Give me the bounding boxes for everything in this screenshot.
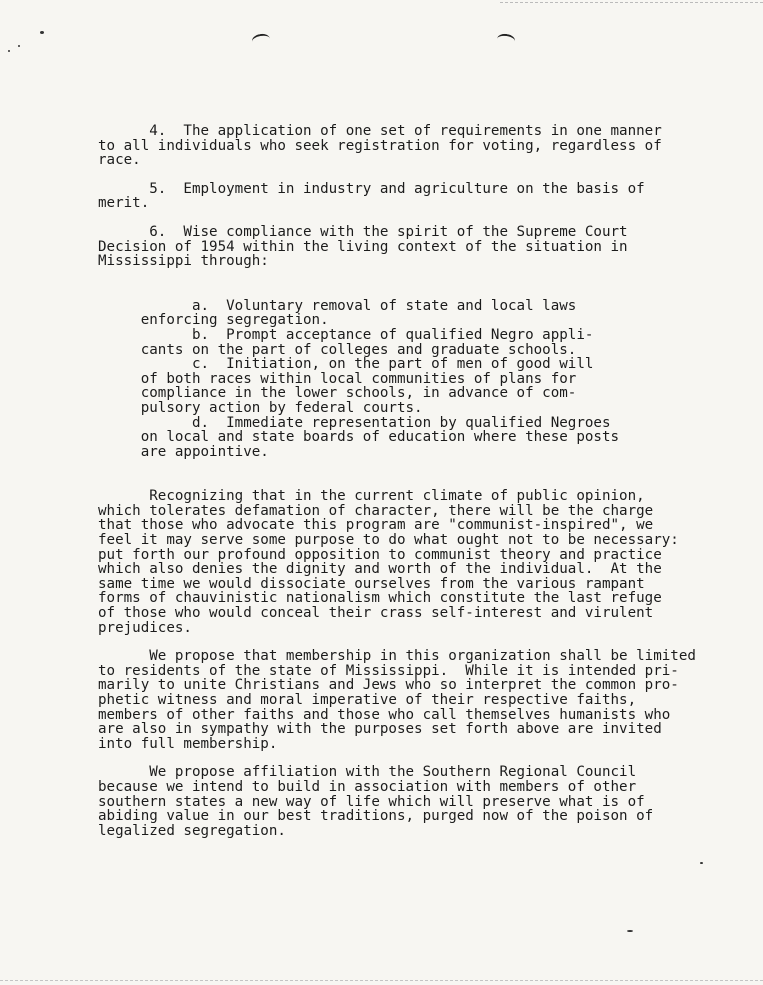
text-line: to all individuals who seek registration for voting, regardless of [98, 137, 662, 154]
text-line: abiding value in our best traditions, purged now of the poison of [98, 808, 654, 825]
text-line: Recognizing that in the current climate of public opinion, [98, 488, 645, 505]
text-line: that those who advocate this program are "communist-inspired", we [98, 517, 654, 534]
text-line: c. Initiation, on the part of men of good will [98, 356, 594, 373]
text-line: which also denies the dignity and worth of the individual. At the [98, 561, 662, 578]
scan-edge-top [500, 2, 763, 3]
text-line: same time we would dissociate ourselves from the various rampant [98, 575, 645, 592]
text-line: of both races within local communities of plans for [98, 370, 577, 387]
document-body [98, 124, 748, 838]
text-line: enforcing segregation. [98, 312, 329, 329]
punch-hole-right [496, 33, 515, 47]
text-line: forms of chauvinistic nationalism which constitute the last refuge [98, 590, 662, 607]
text-line: d. Immediate representation by qualified Negroes [98, 414, 611, 431]
text-line: race. [98, 152, 141, 169]
text-line: 5. Employment in industry and agriculture on the basis of [98, 180, 645, 197]
text-line: We propose affiliation with the Southern Regional Council [98, 764, 637, 781]
punch-hole-left [251, 33, 271, 48]
paragraph [98, 649, 748, 751]
text-line: members of other faiths and those who call themselves humanists who [98, 706, 671, 723]
text-line: prejudices. [98, 619, 192, 636]
text-line: feel it may serve some purpose to do what ought not to be necessary: [98, 532, 679, 549]
text-line: compliance in the lower schools, in advance of com- [98, 385, 577, 402]
scan-speck [40, 31, 44, 34]
text-line: marily to unite Christians and Jews who so interpret the common pro- [98, 677, 679, 694]
scan-speck [8, 50, 10, 52]
scan-speck [700, 862, 703, 864]
text-line: into full membership. [98, 735, 278, 752]
text-line: southern states a new way of life which will preserve what is of [98, 793, 645, 810]
text-line: Decision of 1954 within the living context of the situation in [98, 238, 628, 255]
paragraph [98, 225, 748, 269]
text-line: phetic witness and moral imperative of their respective faiths, [98, 692, 637, 708]
text-line: on local and state boards of education where these posts [98, 429, 620, 446]
text-line: are appointive. [98, 443, 269, 460]
paragraph [98, 489, 748, 635]
text-line: legalized segregation. [98, 822, 286, 839]
text-line: 6. Wise compliance with the spirit of the Supreme Court [98, 223, 628, 240]
text-line: which tolerates defamation of character, there will be the charge [98, 502, 654, 519]
paragraph [98, 124, 748, 168]
scan-speck [18, 45, 20, 47]
paragraph [98, 765, 748, 838]
text-line: cants on the part of colleges and graduate schools. [98, 341, 577, 358]
text-line: 4. The application of one set of requirements in one manner [98, 123, 662, 139]
text-line: a. Voluntary removal of state and local laws [98, 297, 577, 314]
text-line: put forth our profound opposition to communist theory and practice [98, 546, 662, 563]
text-line: because we intend to build in association with members of other [98, 778, 637, 795]
scan-speck [627, 930, 633, 932]
text-line: to residents of the state of Mississippi. While it is intended pri- [98, 662, 679, 679]
text-line: merit. [98, 195, 150, 212]
text-line: b. Prompt acceptance of qualified Negro appli- [98, 326, 594, 343]
scan-edge-bottom [0, 980, 763, 981]
paragraph [98, 182, 748, 211]
text-line: of those who would conceal their crass self-interest and virulent [98, 605, 654, 622]
text-line: We propose that membership in this organization shall be limited [98, 648, 696, 665]
paragraph [98, 299, 748, 460]
text-line: are also in sympathy with the purposes set forth above are invited [98, 721, 662, 738]
text-line: pulsory action by federal courts. [98, 399, 423, 416]
text-line: Mississippi through: [98, 253, 269, 270]
